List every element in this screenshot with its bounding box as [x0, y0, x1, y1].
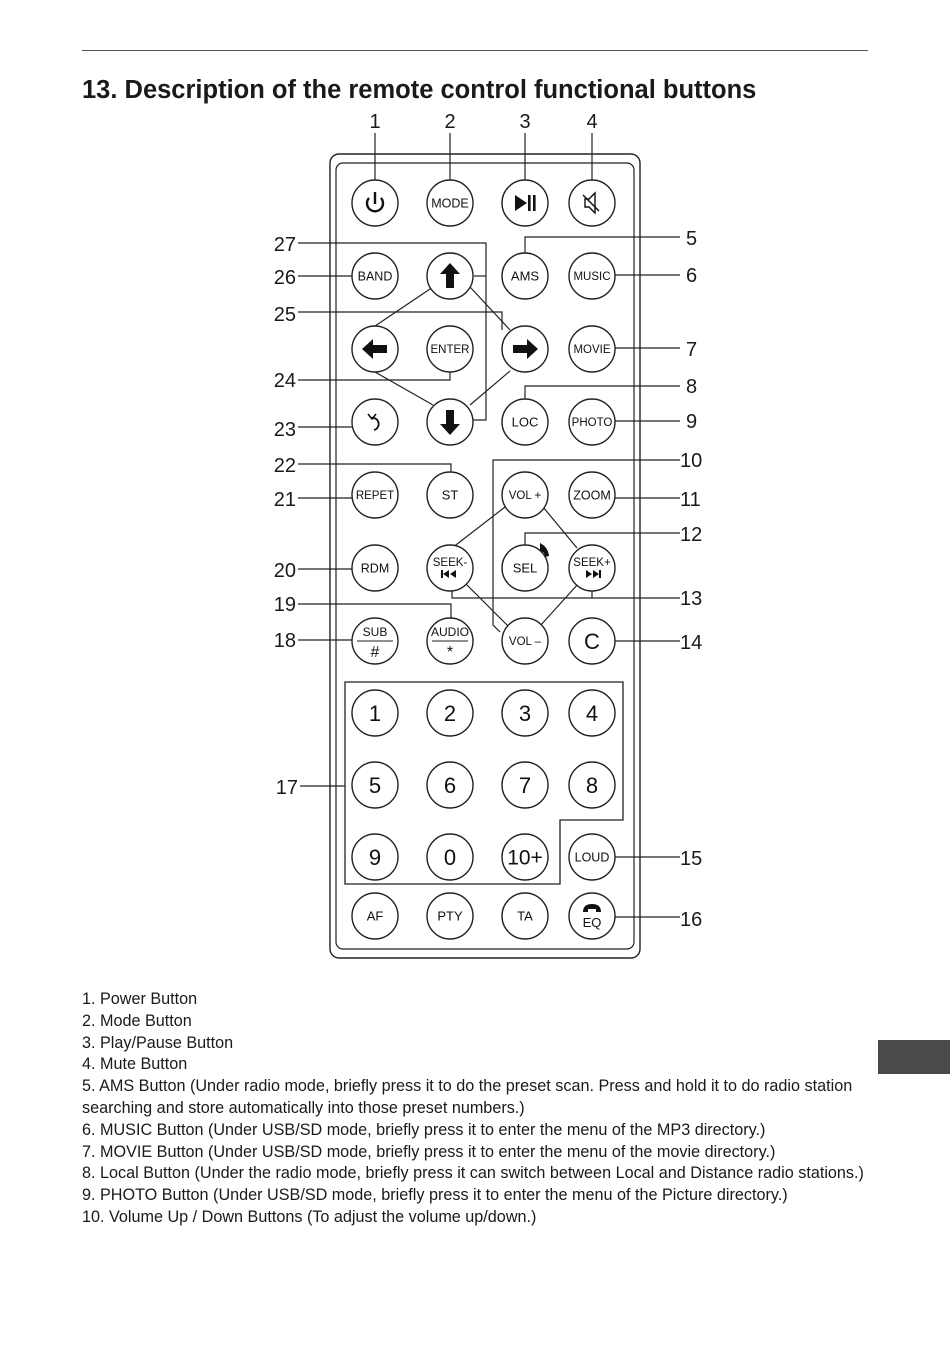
callout-numbers: [274, 111, 703, 931]
button-label: 7: [518, 772, 532, 798]
description-item: 6. MUSIC Button (Under USB/SD mode, briefly press it to enter the menu of the MP3 directory.): [82, 1120, 766, 1139]
callout-number: 22: [273, 455, 296, 477]
back-button[interactable]: [352, 399, 398, 445]
button-label: BAND: [357, 269, 393, 284]
music-button[interactable]: [569, 253, 615, 299]
sel-button[interactable]: [502, 543, 549, 591]
callout-number: 16: [680, 909, 703, 931]
callout-number: 20: [273, 560, 296, 582]
button-label: AUDIO: [430, 625, 470, 639]
num-10plus-button[interactable]: [502, 834, 548, 880]
remote-buttons: [352, 180, 615, 939]
num-0-button[interactable]: [427, 834, 473, 880]
num-4-button[interactable]: [569, 690, 615, 736]
leader-line: [525, 533, 680, 545]
callout-number: 15: [680, 848, 703, 870]
button-label: 2: [443, 700, 457, 726]
leader-line: [543, 507, 577, 548]
description-item: 5. AMS Button (Under radio mode, briefly press it to do the preset scan. Press and hold it to do radio station searching and store automatically into those preset numbers.): [82, 1077, 853, 1117]
movie-button[interactable]: [569, 326, 615, 372]
num-2-button[interactable]: [427, 690, 473, 736]
button-label: 3: [518, 700, 532, 726]
button-label: SUB: [362, 625, 388, 639]
down-button[interactable]: [427, 399, 473, 445]
button-label: 9: [368, 844, 382, 870]
callout-number: 6: [686, 265, 698, 287]
button-label: VOL +: [508, 490, 542, 503]
leader-line: [540, 584, 578, 626]
description-item: 10. Volume Up / Down Buttons (To adjust the volume up/down.): [82, 1207, 537, 1226]
callout-number: 13: [680, 588, 703, 610]
description-item: 3. Play/Pause Button: [82, 1033, 234, 1052]
num-5-button[interactable]: [352, 762, 398, 808]
num-7-button[interactable]: [502, 762, 548, 808]
button-label: PHOTO: [571, 417, 613, 430]
button-label: AF: [366, 908, 384, 924]
description-item: 9. PHOTO Button (Under USB/SD mode, briefly press it to enter the menu of the Picture directory.): [82, 1186, 788, 1205]
enter-button[interactable]: [427, 326, 473, 372]
callout-number: 9: [686, 411, 698, 433]
page-title: 13. Description of the remote control functional buttons: [82, 76, 757, 104]
description-item: 8. Local Button (Under the radio mode, briefly press it can switch between Local and Distance radio stations.): [82, 1164, 864, 1183]
callout-number: 12: [680, 524, 703, 546]
description-item: 7. MOVIE Button (Under USB/SD mode, briefly press it to enter the menu of the movie directory.): [82, 1142, 776, 1161]
ta-button[interactable]: [502, 893, 548, 939]
button-label: REPET: [355, 490, 395, 503]
button-label: EQ: [582, 915, 602, 930]
callout-number: 3: [519, 111, 531, 133]
power-button[interactable]: [352, 180, 398, 226]
leader-line: [466, 584, 508, 626]
button-label: 5: [368, 772, 382, 798]
num-9-button[interactable]: [352, 834, 398, 880]
button-label: ENTER: [430, 344, 470, 357]
seek-up-button[interactable]: [569, 545, 615, 591]
section-tab: [878, 1040, 950, 1074]
vol-down-button[interactable]: [502, 618, 548, 664]
button-label: C: [584, 628, 600, 654]
up-button[interactable]: [427, 253, 473, 299]
st-button[interactable]: [427, 472, 473, 518]
button-description-list: [82, 989, 872, 1229]
leader-line: [470, 371, 510, 405]
button-label: MUSIC: [573, 271, 611, 284]
button-label: SEL: [512, 560, 538, 576]
callout-number: 14: [680, 632, 703, 654]
button-label: ZOOM: [573, 488, 611, 503]
right-button[interactable]: [502, 326, 548, 372]
button-label: 8: [585, 772, 599, 798]
button-label: PTY: [437, 908, 463, 924]
description-item: 1. Power Button: [82, 990, 198, 1008]
button-label: SEEK+: [573, 557, 611, 569]
button-label: 4: [585, 700, 599, 726]
callout-number: 8: [686, 376, 698, 398]
vol-up-button[interactable]: [502, 472, 548, 518]
callout-number: 26: [273, 267, 296, 289]
leader-line: [298, 604, 451, 618]
play-pause-button[interactable]: [502, 180, 548, 226]
button-label: RDM: [360, 561, 390, 576]
mute-button[interactable]: [569, 180, 615, 226]
ams-button[interactable]: [502, 253, 548, 299]
callout-number: 11: [680, 489, 701, 511]
button-sublabel: #: [370, 644, 380, 661]
callout-number: 19: [273, 594, 296, 616]
mode-button[interactable]: [427, 180, 473, 226]
button-label: VOL –: [508, 636, 542, 649]
num-3-button[interactable]: [502, 690, 548, 736]
loud-button[interactable]: [569, 834, 615, 880]
callout-number: 1: [369, 111, 381, 133]
zoom-button[interactable]: [569, 472, 615, 518]
loc-button[interactable]: [502, 399, 548, 445]
callout-number: 23: [273, 419, 296, 441]
button-label: 10+: [507, 846, 543, 870]
pty-button[interactable]: [427, 893, 473, 939]
photo-button[interactable]: [569, 399, 615, 445]
leader-line: [525, 237, 680, 253]
af-button[interactable]: [352, 893, 398, 939]
leader-line: [298, 464, 451, 472]
callout-number: 7: [686, 339, 698, 361]
num-6-button[interactable]: [427, 762, 473, 808]
callout-number: 18: [273, 630, 296, 652]
button-label: SEEK-: [432, 557, 468, 569]
eq-button[interactable]: [569, 893, 615, 939]
button-label: 6: [443, 772, 457, 798]
callout-number: 10: [680, 450, 703, 472]
callout-number: 2: [444, 111, 456, 133]
leader-line: [470, 287, 510, 330]
button-sublabel: *: [446, 644, 454, 661]
callout-number: 17: [275, 777, 298, 799]
num-8-button[interactable]: [569, 762, 615, 808]
leader-line: [525, 386, 680, 399]
seek-down-button[interactable]: [427, 545, 473, 591]
button-label: LOC: [511, 414, 539, 430]
c-button[interactable]: [569, 618, 615, 664]
callout-number: 25: [273, 304, 296, 326]
sub-button[interactable]: [352, 618, 398, 664]
callout-number: 5: [686, 228, 698, 250]
button-label: MOVIE: [573, 344, 611, 357]
band-button[interactable]: [352, 253, 398, 299]
button-label: TA: [517, 908, 533, 924]
left-button[interactable]: [352, 326, 398, 372]
button-label: ST: [441, 487, 459, 503]
description-item: 4. Mute Button: [82, 1055, 188, 1074]
audio-button[interactable]: [427, 618, 473, 664]
rdm-button[interactable]: [352, 545, 398, 591]
callout-number: 27: [273, 234, 296, 256]
callout-number: 4: [586, 111, 598, 133]
num-1-button[interactable]: [352, 690, 398, 736]
button-label: AMS: [510, 268, 540, 284]
callout-number: 24: [273, 370, 296, 392]
leader-line: [298, 312, 502, 330]
description-item: 2. Mode Button: [82, 1011, 192, 1030]
button-label: 1: [368, 700, 382, 726]
button-label: 0: [443, 844, 457, 870]
button-label: LOUD: [574, 850, 610, 865]
button-label: MODE: [431, 196, 469, 211]
callout-number: 21: [273, 489, 296, 511]
repet-button[interactable]: [352, 472, 398, 518]
